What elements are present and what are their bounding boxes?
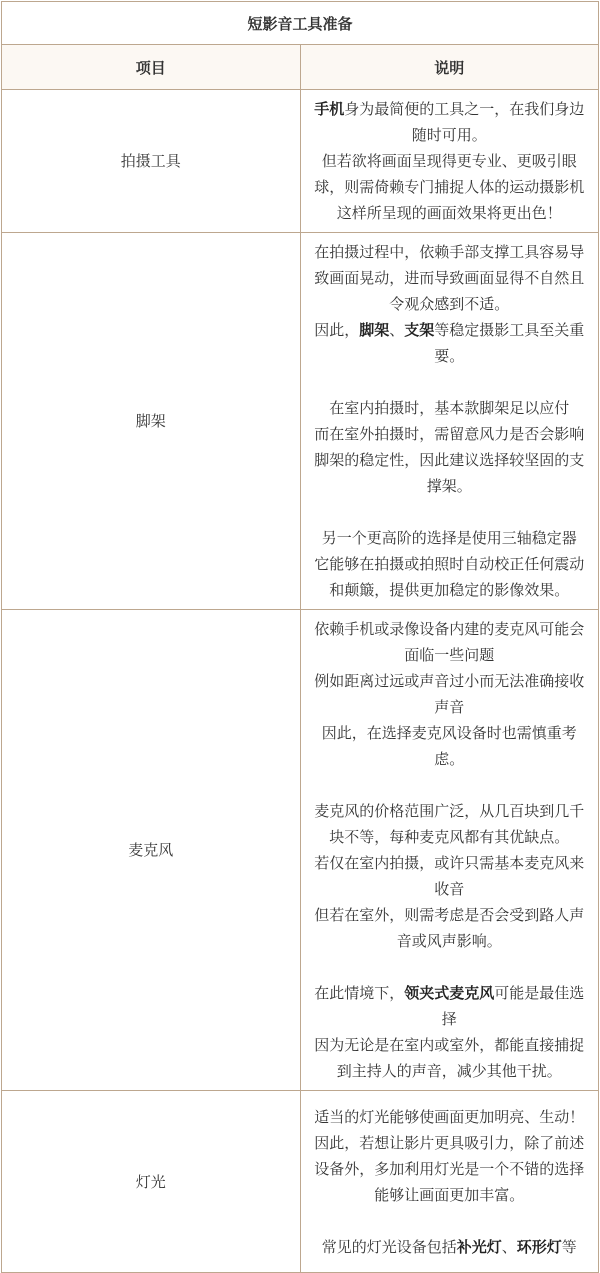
bold-term: 补光灯 <box>456 1237 502 1256</box>
bold-term: 支架 <box>404 321 435 339</box>
row-item-text: 脚架 <box>135 412 166 430</box>
desc-line: 但若在室外，则需考虑是否会受到路人声音或风声影响。 <box>314 906 585 950</box>
row-description <box>300 233 599 610</box>
row-item-label <box>2 610 301 1091</box>
row-description <box>300 1091 599 1273</box>
bold-term: 领夹式麦克风 <box>404 984 495 1002</box>
paragraph-gap <box>311 499 589 525</box>
desc-line: 因此，脚架、支架等稳定摄影工具至关重要。 <box>314 321 585 365</box>
table-row <box>2 610 599 1091</box>
desc-line: 因此，若想让影片更具吸引力，除了前述设备外，多加利用灯光是一个不错的选择 <box>314 1133 585 1178</box>
desc-line: 另一个更高阶的选择是使用三轴稳定器 <box>321 529 577 547</box>
row-item-text: 灯光 <box>135 1172 166 1191</box>
desc-line: 依赖手机或录像设备内建的麦克风可能会面临一些问题 <box>314 620 585 664</box>
desc-line: 例如距离过远或声音过小而无法准确接收声音 <box>314 672 585 716</box>
desc-line: 手机身为最简便的工具之一，在我们身边随时可用。 <box>314 100 585 144</box>
desc-line: 适当的灯光能够使画面更加明亮、生动！ <box>314 1107 585 1126</box>
row-item-text: 拍摄工具 <box>120 152 181 170</box>
desc-line: 在此情境下，领夹式麦克风可能是最佳选择 <box>314 984 585 1028</box>
paragraph-gap <box>311 954 589 980</box>
paragraph-gap <box>311 772 589 798</box>
desc-line: 它能够在拍摄或拍照时自动校正任何震动和颠簸，提供更加稳定的影像效果。 <box>314 555 585 599</box>
desc-line: 麦克风的价格范围广泛，从几百块到几千块不等，每种麦克风都有其优缺点。 <box>314 802 585 846</box>
table-title: 短影音工具准备 <box>2 2 599 45</box>
tool-table <box>1 1 599 1273</box>
header-description: 说明 <box>300 45 599 90</box>
row-item-label <box>2 233 301 610</box>
row-item-text: 麦克风 <box>128 841 174 859</box>
row-description <box>300 610 599 1091</box>
desc-line: 在室内拍摄时，基本款脚架足以应付 <box>329 399 570 417</box>
bold-term: 环形灯 <box>516 1237 562 1256</box>
desc-line: 而在室外拍摄时，需留意风力是否会影响脚架的稳定性，因此建议选择较坚固的支撑架。 <box>314 425 585 495</box>
bold-term: 手机 <box>314 100 345 118</box>
row-description <box>300 90 599 233</box>
desc-line: 因为无论是在室内或室外，都能直接捕捉到主持人的声音，减少其他干扰。 <box>314 1036 585 1080</box>
header-item: 项目 <box>2 45 301 90</box>
bold-term: 脚架 <box>359 321 390 339</box>
desc-line: 常见的灯光设备包括补光灯、环形灯等 <box>321 1237 577 1256</box>
row-item-label <box>2 1091 301 1273</box>
desc-line: 因此，在选择麦克风设备时也需慎重考虑。 <box>321 724 577 768</box>
desc-line: 这样所呈现的画面效果将更出色！ <box>336 204 562 222</box>
table-row <box>2 90 599 233</box>
paragraph-gap <box>311 1208 589 1234</box>
table-row <box>2 1091 599 1273</box>
desc-line: 能够让画面更加丰富。 <box>374 1185 525 1204</box>
table-row <box>2 233 599 610</box>
row-item-label <box>2 90 301 233</box>
paragraph-gap <box>311 369 589 395</box>
desc-line: 但若欲将画面呈现得更专业、更吸引眼球，则需倚赖专门捕捉人体的运动摄影机 <box>314 152 585 196</box>
desc-line: 若仅在室内拍摄，或许只需基本麦克风来收音 <box>314 854 585 898</box>
desc-line: 在拍摄过程中，依赖手部支撑工具容易导致画面晃动，进而导致画面显得不自然且令观众感到不适。 <box>314 243 585 313</box>
